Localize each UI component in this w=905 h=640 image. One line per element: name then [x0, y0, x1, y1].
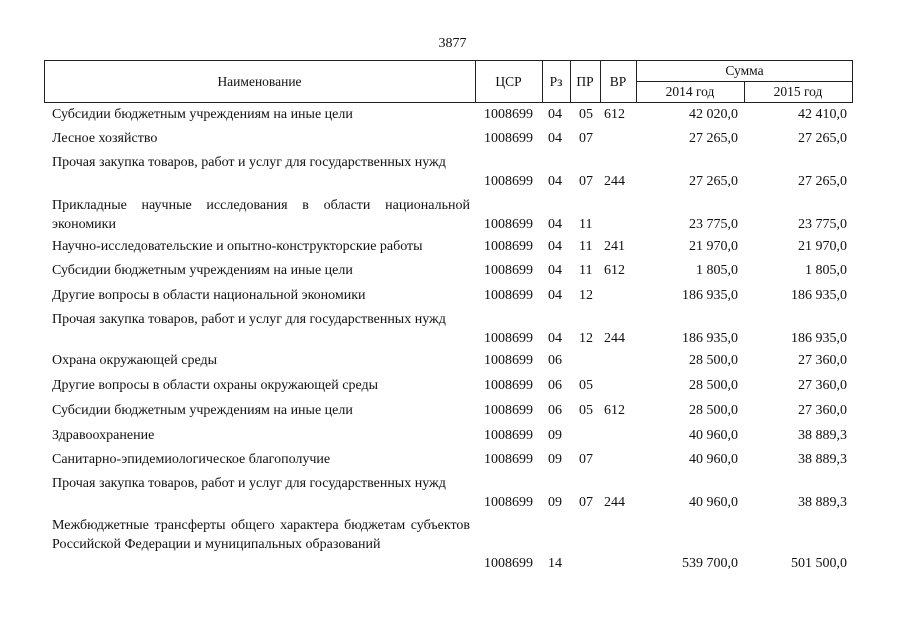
- row-sum-2014: 27 265,0: [689, 131, 738, 146]
- row-rz: 06: [548, 403, 562, 418]
- row-name: Другие вопросы в области охраны окружающей среды: [52, 378, 378, 393]
- row-vr: 244: [604, 174, 625, 189]
- row-sum-2014: 21 970,0: [689, 239, 738, 254]
- row-sum-2014: 1 805,0: [696, 263, 738, 278]
- row-rz: 09: [548, 495, 562, 510]
- row-name: Межбюджетные трансферты общего характера бюджетам субъектов Российской Федерации и муниципальных образований: [52, 518, 470, 552]
- row-rz: 04: [548, 239, 562, 254]
- row-rz: 14: [548, 556, 562, 571]
- table-row: [0, 153, 905, 191]
- row-sum-2015: 42 410,0: [798, 107, 847, 122]
- row-sum-2014: 40 960,0: [689, 495, 738, 510]
- row-sum-2015: 23 775,0: [798, 217, 847, 232]
- row-name: Здравоохранение: [52, 428, 155, 443]
- row-name: Научно-исследовательские и опытно-конструкторские работы: [52, 239, 423, 254]
- row-name: Прочая закупка товаров, работ и услуг для государственных нужд: [52, 312, 446, 327]
- row-rz: 06: [548, 378, 562, 393]
- row-csr: 1008699: [484, 331, 533, 346]
- row-rz: 04: [548, 217, 562, 232]
- row-sum-2014: 40 960,0: [689, 452, 738, 467]
- header-vr: ВР: [609, 73, 627, 89]
- row-sum-2015: 501 500,0: [791, 556, 847, 571]
- row-sum-2014: 40 960,0: [689, 428, 738, 443]
- row-sum-2015: 27 265,0: [798, 131, 847, 146]
- row-csr: 1008699: [484, 217, 533, 232]
- table-row: [0, 261, 905, 280]
- row-sum-2014: 186 935,0: [682, 331, 738, 346]
- header-sum: Сумма: [725, 62, 764, 78]
- table-row: [0, 426, 905, 445]
- row-vr: 612: [604, 403, 625, 418]
- row-pr: 07: [579, 131, 593, 146]
- row-csr: 1008699: [484, 131, 533, 146]
- row-rz: 04: [548, 288, 562, 303]
- row-pr: 11: [579, 239, 593, 254]
- row-rz: 09: [548, 452, 562, 467]
- row-csr: 1008699: [484, 288, 533, 303]
- row-sum-2014: 27 265,0: [689, 174, 738, 189]
- row-csr: 1008699: [484, 174, 533, 189]
- row-rz: 04: [548, 331, 562, 346]
- header-rz: Рз: [549, 73, 563, 89]
- row-rz: 04: [548, 174, 562, 189]
- table-row: [0, 129, 905, 148]
- row-sum-2015: 1 805,0: [805, 263, 847, 278]
- row-pr: 12: [579, 288, 593, 303]
- table-row: [0, 474, 905, 512]
- row-rz: 09: [548, 428, 562, 443]
- table-row: [0, 351, 905, 370]
- header-year-2015: 2015 год: [773, 83, 823, 99]
- table-row: [0, 196, 905, 234]
- row-csr: 1008699: [484, 239, 533, 254]
- row-csr: 1008699: [484, 263, 533, 278]
- row-vr: 612: [604, 263, 625, 278]
- row-pr: 11: [579, 217, 593, 232]
- row-pr: 12: [579, 331, 593, 346]
- table-row: [0, 516, 905, 573]
- row-sum-2014: 42 020,0: [689, 107, 738, 122]
- row-csr: 1008699: [484, 428, 533, 443]
- row-name: Охрана окружающей среды: [52, 353, 218, 368]
- row-sum-2014: 539 700,0: [682, 556, 738, 571]
- row-vr: 241: [604, 239, 625, 254]
- row-csr: 1008699: [484, 556, 533, 571]
- row-sum-2015: 186 935,0: [791, 288, 847, 303]
- row-sum-2015: 38 889,3: [798, 452, 847, 467]
- row-rz: 04: [548, 131, 562, 146]
- row-rz: 06: [548, 353, 562, 368]
- row-rz: 04: [548, 263, 562, 278]
- row-sum-2015: 27 360,0: [798, 353, 847, 368]
- row-sum-2014: 28 500,0: [689, 353, 738, 368]
- table-row: [0, 450, 905, 469]
- table-row: [0, 310, 905, 348]
- row-sum-2015: 186 935,0: [791, 331, 847, 346]
- row-pr: 11: [579, 263, 593, 278]
- row-name: Субсидии бюджетным учреждениям на иные цели: [52, 403, 353, 418]
- row-sum-2014: 23 775,0: [689, 217, 738, 232]
- row-name: Прикладные научные исследования в области национальной экономики: [52, 198, 470, 232]
- row-sum-2015: 38 889,3: [798, 495, 847, 510]
- table-row: [0, 401, 905, 420]
- row-sum-2014: 28 500,0: [689, 403, 738, 418]
- row-csr: 1008699: [484, 452, 533, 467]
- row-name: Прочая закупка товаров, работ и услуг для государственных нужд: [52, 155, 446, 170]
- row-sum-2014: 28 500,0: [689, 378, 738, 393]
- row-csr: 1008699: [484, 403, 533, 418]
- row-csr: 1008699: [484, 378, 533, 393]
- row-pr: 07: [579, 452, 593, 467]
- page-number: 3877: [438, 36, 467, 51]
- header-name: Наименование: [217, 73, 302, 89]
- row-pr: 07: [579, 495, 593, 510]
- row-name: Субсидии бюджетным учреждениям на иные цели: [52, 263, 353, 278]
- header-pr: ПР: [576, 73, 594, 89]
- row-name: Санитарно-эпидемиологическое благополучие: [52, 452, 331, 467]
- row-sum-2015: 27 265,0: [798, 174, 847, 189]
- row-vr: 244: [604, 331, 625, 346]
- row-sum-2015: 27 360,0: [798, 403, 847, 418]
- row-rz: 04: [548, 107, 562, 122]
- row-name: Прочая закупка товаров, работ и услуг для государственных нужд: [52, 476, 446, 491]
- row-pr: 07: [579, 174, 593, 189]
- row-sum-2015: 38 889,3: [798, 428, 847, 443]
- table-row: [0, 376, 905, 395]
- row-sum-2014: 186 935,0: [682, 288, 738, 303]
- row-pr: 05: [579, 378, 593, 393]
- table-row: [0, 286, 905, 305]
- row-name: Лесное хозяйство: [52, 131, 158, 146]
- row-pr: 05: [579, 107, 593, 122]
- row-sum-2015: 21 970,0: [798, 239, 847, 254]
- row-sum-2015: 27 360,0: [798, 378, 847, 393]
- row-pr: 05: [579, 403, 593, 418]
- header-csr: ЦСР: [495, 73, 522, 89]
- row-name: Субсидии бюджетным учреждениям на иные цели: [52, 107, 353, 122]
- table-row: [0, 105, 905, 124]
- row-csr: 1008699: [484, 107, 533, 122]
- row-csr: 1008699: [484, 495, 533, 510]
- row-vr: 612: [604, 107, 625, 122]
- header-year-2014: 2014 год: [665, 83, 715, 99]
- table-row: [0, 237, 905, 256]
- row-csr: 1008699: [484, 353, 533, 368]
- row-vr: 244: [604, 495, 625, 510]
- row-name: Другие вопросы в области национальной экономики: [52, 288, 366, 303]
